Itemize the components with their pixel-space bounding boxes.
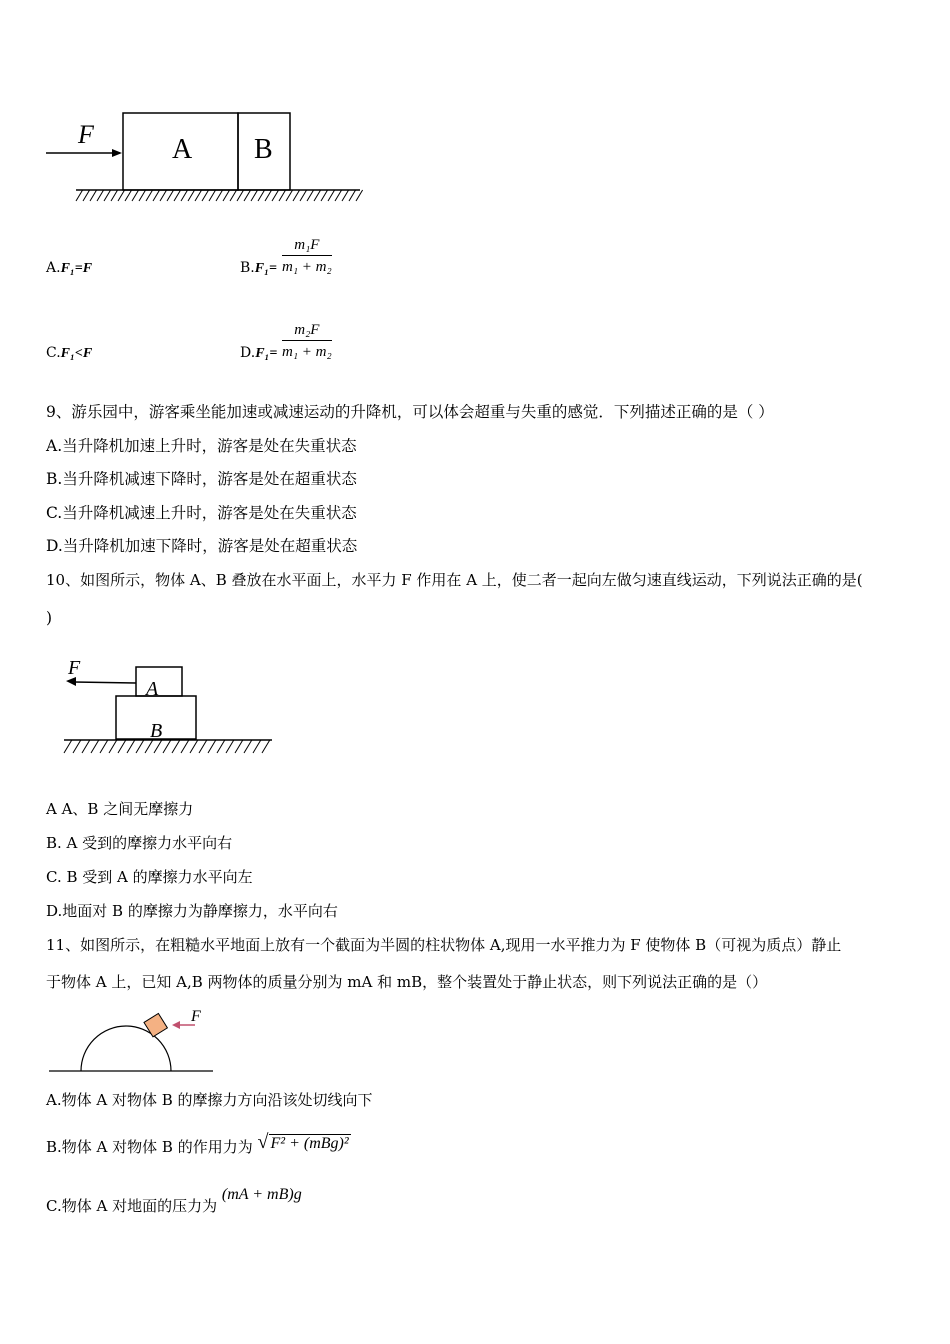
ground-hatch-line <box>262 740 270 753</box>
ground-hatch-line <box>202 190 209 201</box>
ground-hatch-line <box>321 190 328 201</box>
ground-hatch-line <box>253 740 261 753</box>
ground-hatch-line <box>145 740 153 753</box>
ground-hatch-line <box>208 740 216 753</box>
ground-hatch-line <box>127 740 135 753</box>
pressure-expression: (mA + mB)g <box>221 1186 302 1203</box>
force-label-f: F <box>78 120 94 149</box>
ground-hatch-line <box>163 740 171 753</box>
q8-option-b: B.F₁= <box>240 260 277 276</box>
ground-hatch-line <box>188 190 195 201</box>
ground-hatch-line <box>136 740 144 753</box>
ground-hatch-line <box>328 190 335 201</box>
q10-option-c: C. B 受到 A 的摩擦力水平向左 <box>46 868 253 886</box>
ground-hatch-line <box>90 190 97 201</box>
ground-hatch-line <box>335 190 342 201</box>
block-a2-label: A <box>146 678 159 700</box>
block-b-label: B <box>254 134 273 165</box>
ground-hatch-line <box>153 190 160 201</box>
q10-stem-line1: 10、如图所示，物体 A、B 叠放在水平面上，水平力 F 作用在 A 上，使二者一起向左做匀速直线运动，下列说法正确的是( <box>46 571 863 589</box>
ground-hatch-line <box>132 190 139 201</box>
ground-hatch-line <box>73 740 81 753</box>
ground-hatch-line <box>286 190 293 201</box>
q9-stem: 9、游乐园中，游客乘坐能加速或减速运动的升降机，可以体会超重与失重的感觉．下列描述正确的是（ ） <box>46 403 774 421</box>
ground-hatch-line <box>258 190 265 201</box>
ground-hatch-line <box>356 190 363 201</box>
q8-option-d-fraction: $\frac{\text{m₂F}}{\text{m₁ + m₂}}$ <box>282 322 332 360</box>
ground-hatch-line <box>174 190 181 201</box>
ground-hatch-line <box>272 190 279 201</box>
q11-stem-line2: 于物体 A 上，已知 A,B 两物体的质量分别为 mA 和 mB，整个装置处于静止状态，则下列说法正确的是（） <box>46 973 768 991</box>
q10-option-a: A A、B 之间无摩擦力 <box>46 800 194 818</box>
ground-hatch-line <box>230 190 237 201</box>
q10-stem-line2: ) <box>46 609 53 627</box>
ground-hatch-line <box>199 740 207 753</box>
ground-hatch-line <box>279 190 286 201</box>
ground-hatch-line <box>300 190 307 201</box>
ground-hatch-line <box>244 740 252 753</box>
figure-stacked-blocks <box>60 652 280 757</box>
ground-hatch-line <box>82 740 90 753</box>
ground-hatch-line <box>118 190 125 201</box>
force-label-f3: F <box>191 1008 201 1025</box>
block-b2-label: B <box>150 720 163 742</box>
ground-hatch-line <box>349 190 356 201</box>
ground-hatch-line <box>235 740 243 753</box>
force-label-f2: F <box>68 657 81 679</box>
ground-hatch-line <box>223 190 230 201</box>
q11-option-c: C.物体 A 对地面的压力为 (mA + mB)g <box>46 1186 302 1215</box>
q11-option-b: B.物体 A 对物体 B 的作用力为 √ F² + (mBg)² <box>46 1131 349 1156</box>
ground-hatch-line <box>226 740 234 753</box>
figure-blocks-ab <box>40 105 370 210</box>
ground-hatch-line <box>314 190 321 201</box>
ground-hatch-line <box>195 190 202 201</box>
ground-hatch-line <box>104 190 111 201</box>
q8-option-a: A.F₁=F <box>46 260 93 276</box>
q8-option-b-fraction: $\frac{\text{m₁F}}{\text{m₁ + m₂}}$ <box>282 237 332 275</box>
ground-hatch-line <box>293 190 300 201</box>
q10-option-d: D.地面对 B 的摩擦力为静摩擦力，水平向右 <box>46 902 338 920</box>
ground-hatch-line <box>181 740 189 753</box>
ground-hatch-line <box>76 190 83 201</box>
ground-hatch-line <box>265 190 272 201</box>
ground-hatch-line <box>307 190 314 201</box>
ground-hatch-line <box>91 740 99 753</box>
sqrt-expression: √ F² + (mBg)² <box>257 1131 349 1153</box>
ground-hatch-line <box>100 740 108 753</box>
q8-option-d: D.F₁= <box>240 345 278 361</box>
q11-option-a: A.物体 A 对物体 B 的摩擦力方向沿该处切线向下 <box>46 1091 373 1109</box>
q9-option-c: C.当升降机减速上升时，游客是处在失重状态 <box>46 504 357 522</box>
q9-option-a: A.当升降机加速上升时，游客是处在失重状态 <box>46 437 357 455</box>
q10-option-b: B. A 受到的摩擦力水平向右 <box>46 834 233 852</box>
ground-hatch-line <box>172 740 180 753</box>
ground-hatch-line <box>97 190 104 201</box>
ground-hatch-line <box>217 740 225 753</box>
ground-hatch-line <box>244 190 251 201</box>
ground-hatch-line <box>109 740 117 753</box>
q9-option-b: B.当升降机减速下降时，游客是处在超重状态 <box>46 470 357 488</box>
ground-hatch-line <box>216 190 223 201</box>
ground-hatch-line <box>139 190 146 201</box>
ground-hatch-line <box>118 740 126 753</box>
ground-hatch-line <box>342 190 349 201</box>
ground-hatch-line <box>146 190 153 201</box>
q11-stem-line1: 11、如图所示，在粗糙水平地面上放有一个截面为半圆的柱状物体 A,现用一水平推力为 F 使物体 B（可视为质点）静止 <box>46 936 842 954</box>
figure-semicircle <box>45 1005 220 1075</box>
ground-hatch-line <box>181 190 188 201</box>
q8-option-c: C.F₁<F <box>46 345 93 361</box>
ground-hatch-line <box>125 190 132 201</box>
ground-hatch-line <box>64 740 72 753</box>
q9-option-d: D.当升降机加速下降时，游客是处在超重状态 <box>46 537 358 555</box>
ground-hatch-line <box>190 740 198 753</box>
block-a-label: A <box>172 134 193 165</box>
ground-hatch-line <box>167 190 174 201</box>
ground-hatch-line <box>251 190 258 201</box>
ground-hatch-line <box>111 190 118 201</box>
ground-hatch-line <box>209 190 216 201</box>
ground-hatch-line <box>237 190 244 201</box>
ground-hatch-line <box>83 190 90 201</box>
block-b3 <box>144 1013 167 1036</box>
ground-hatch-line <box>160 190 167 201</box>
